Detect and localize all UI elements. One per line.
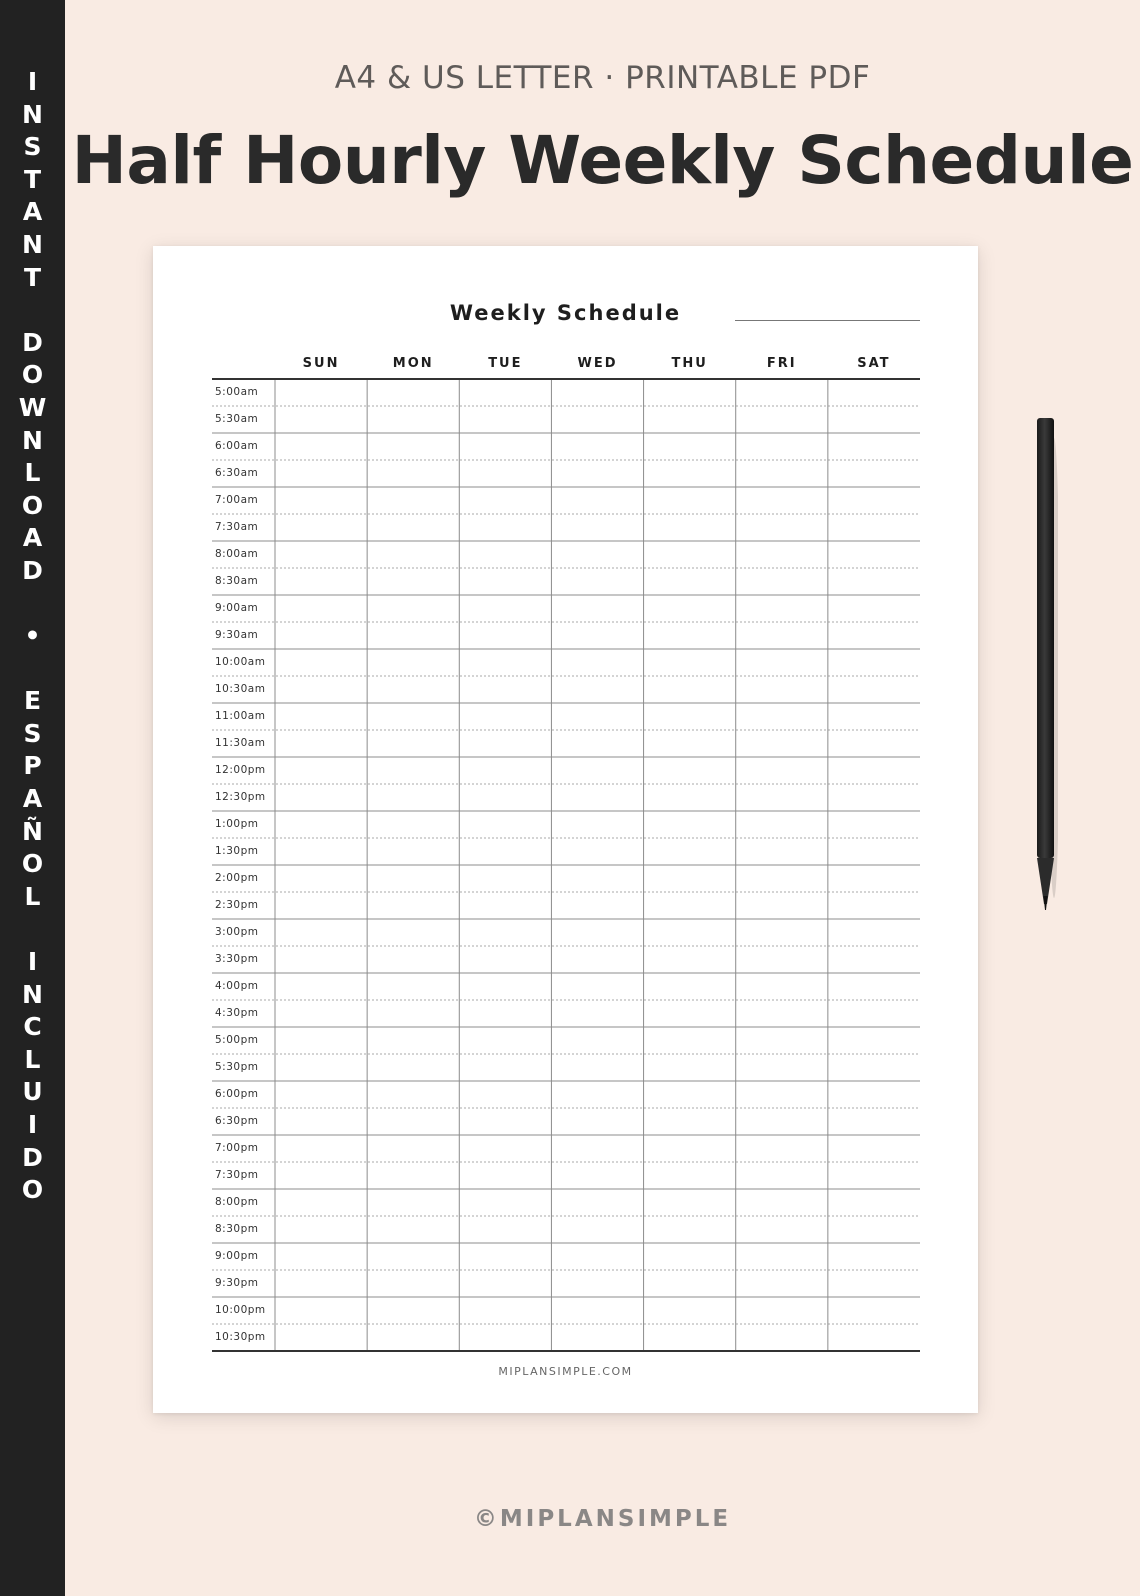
time-label: 12:30pm bbox=[215, 791, 266, 803]
side-banner-letter: L bbox=[24, 458, 41, 488]
time-label: 2:00pm bbox=[215, 872, 259, 884]
time-label: 3:00pm bbox=[215, 926, 259, 938]
side-banner-letter: I bbox=[27, 947, 38, 977]
time-label: 7:00am bbox=[215, 494, 259, 506]
time-label: 5:00am bbox=[215, 386, 259, 398]
side-banner-letter bbox=[28, 913, 37, 946]
time-label: 4:30pm bbox=[215, 1007, 259, 1019]
side-banner-letter: O bbox=[21, 490, 44, 520]
side-banner-letter: N bbox=[22, 229, 43, 259]
side-banner-letter: N bbox=[22, 979, 43, 1009]
side-banner-letter: L bbox=[24, 881, 41, 911]
time-label: 11:30am bbox=[215, 737, 266, 749]
time-label: 8:00am bbox=[215, 548, 259, 560]
day-header: WED bbox=[577, 356, 618, 371]
side-banner-letter: • bbox=[24, 621, 41, 651]
side-banner-letter: S bbox=[23, 718, 42, 748]
pencil-image bbox=[1034, 418, 1058, 918]
time-label: 6:30pm bbox=[215, 1115, 259, 1127]
side-banner-letter: T bbox=[23, 164, 42, 194]
time-label: 4:00pm bbox=[215, 980, 259, 992]
time-label: 8:30pm bbox=[215, 1223, 259, 1235]
schedule-grid bbox=[153, 246, 978, 1413]
time-label: 1:00pm bbox=[215, 818, 259, 830]
time-label: 6:30am bbox=[215, 467, 259, 479]
side-banner-letter: D bbox=[22, 327, 43, 357]
time-label: 9:00am bbox=[215, 602, 259, 614]
side-banner-letter bbox=[28, 653, 37, 686]
time-label: 11:00am bbox=[215, 710, 266, 722]
side-banner-letter: D bbox=[22, 555, 43, 585]
time-label: 9:30am bbox=[215, 629, 259, 641]
time-label: 10:30am bbox=[215, 683, 266, 695]
schedule-sheet bbox=[153, 246, 978, 1413]
side-banner-letter: O bbox=[21, 360, 44, 390]
sheet-footer-url: MIPLANSIMPLE.COM bbox=[498, 1365, 633, 1378]
side-banner-letter: N bbox=[22, 99, 43, 129]
side-banner-letter: I bbox=[27, 1110, 38, 1139]
side-banner-letter: Ñ bbox=[22, 816, 43, 846]
time-label: 7:00pm bbox=[215, 1142, 259, 1154]
side-banner-letter bbox=[28, 588, 37, 621]
side-banner-letter: O bbox=[21, 849, 44, 879]
day-header: THU bbox=[671, 356, 708, 371]
page-title: Half Hourly Weekly Schedule bbox=[71, 122, 1134, 199]
side-banner-letter: U bbox=[22, 1077, 43, 1107]
time-label: 6:00pm bbox=[215, 1088, 259, 1100]
side-banner-text bbox=[0, 66, 65, 1207]
copyright: ©MIPLANSIMPLE bbox=[473, 1506, 732, 1532]
time-label: 7:30pm bbox=[215, 1169, 259, 1181]
time-label: 5:30am bbox=[215, 413, 259, 425]
subtitle: A4 & US LETTER · PRINTABLE PDF bbox=[334, 60, 871, 96]
time-label: 12:00pm bbox=[215, 764, 266, 776]
time-label: 7:30am bbox=[215, 521, 259, 533]
time-label: 10:00pm bbox=[215, 1304, 266, 1316]
time-label: 6:00am bbox=[215, 440, 259, 452]
side-banner-letter: L bbox=[24, 1044, 41, 1074]
side-banner-letter: D bbox=[22, 1142, 43, 1172]
side-banner-letter: P bbox=[23, 751, 42, 781]
side-banner-letter: C bbox=[23, 1012, 42, 1042]
time-label: 5:30pm bbox=[215, 1061, 259, 1073]
time-label: 10:00am bbox=[215, 656, 266, 668]
time-label: 3:30pm bbox=[215, 953, 259, 965]
side-banner-letter: E bbox=[23, 686, 42, 716]
sheet-title: Weekly Schedule bbox=[449, 301, 682, 325]
side-banner-letter bbox=[28, 294, 37, 327]
side-banner-letter: A bbox=[22, 197, 43, 227]
day-header: SAT bbox=[857, 356, 891, 371]
day-header: FRI bbox=[766, 356, 797, 371]
side-banner-letter: I bbox=[27, 67, 38, 96]
day-header: SUN bbox=[302, 356, 340, 371]
time-label: 10:30pm bbox=[215, 1331, 266, 1343]
time-label: 8:30am bbox=[215, 575, 259, 587]
side-banner-letter: S bbox=[23, 132, 42, 162]
side-banner-letter: W bbox=[18, 392, 47, 422]
side-banner-letter: O bbox=[21, 1175, 44, 1205]
time-label: 8:00pm bbox=[215, 1196, 259, 1208]
day-header: TUE bbox=[488, 356, 523, 371]
side-banner-letter: T bbox=[23, 262, 42, 292]
side-banner-letter: A bbox=[22, 523, 43, 553]
time-label: 9:00pm bbox=[215, 1250, 259, 1262]
time-label: 5:00pm bbox=[215, 1034, 259, 1046]
day-header: MON bbox=[392, 356, 434, 371]
time-label: 9:30pm bbox=[215, 1277, 259, 1289]
side-banner-letter: N bbox=[22, 425, 43, 455]
time-label: 1:30pm bbox=[215, 845, 259, 857]
time-label: 2:30pm bbox=[215, 899, 259, 911]
side-banner-letter: A bbox=[22, 784, 43, 814]
